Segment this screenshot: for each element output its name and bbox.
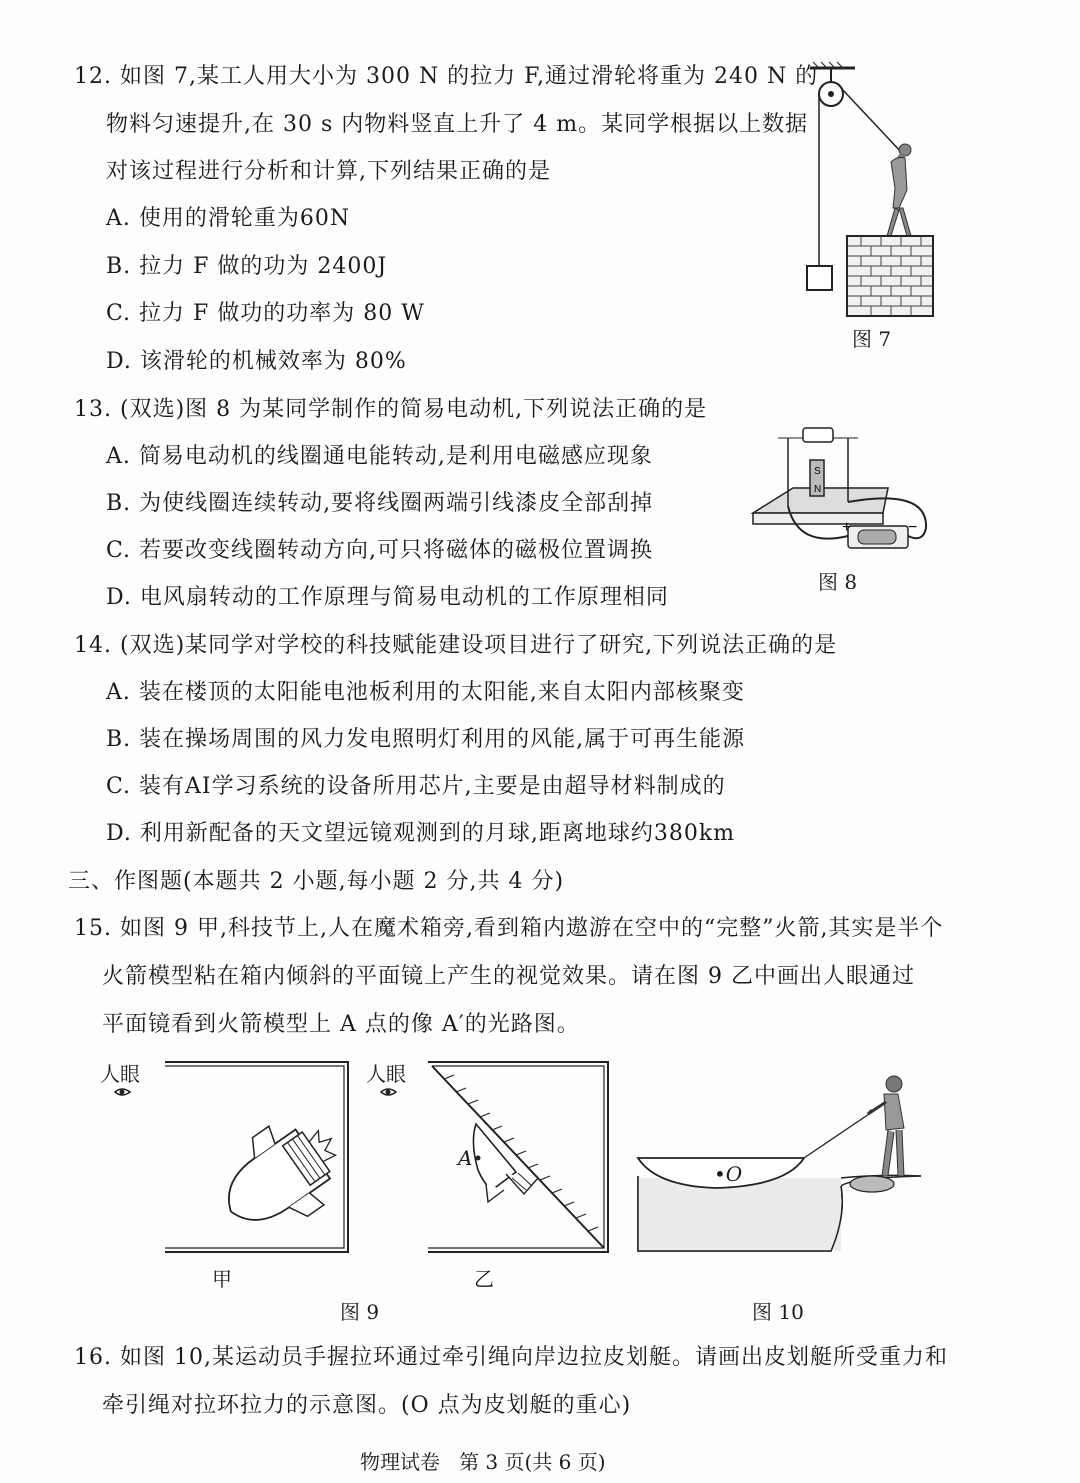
q15-line-2: 火箭模型粘在箱内倾斜的平面镜上产生的视觉效果。请在图 9 乙中画出人眼通过 bbox=[102, 964, 915, 989]
battery-minus-label: − bbox=[908, 519, 918, 536]
q13-option-a: A. 简易电动机的线圈通电能转动,是利用电磁感应现象 bbox=[106, 444, 653, 469]
label-jia: 甲 bbox=[212, 1267, 232, 1291]
figure-9-jia bbox=[100, 1062, 360, 1262]
point-o-label: •O bbox=[714, 1162, 743, 1186]
q13-stem: 13. (双选)图 8 为某同学制作的简易电动机,下列说法正确的是 bbox=[74, 397, 708, 422]
q14-option-b: B. 装在操场周围的风力发电照明灯利用的风能,属于可再生能源 bbox=[106, 727, 746, 752]
figure-10-kayak bbox=[636, 1066, 926, 1266]
label-yi: 乙 bbox=[474, 1267, 494, 1291]
eye-label-jia: 人眼 bbox=[100, 1062, 140, 1086]
q16-line-1: 16. 如图 10,某运动员手握拉环通过牵引绳向岸边拉皮划艇。请画出皮划艇所受重力和 bbox=[74, 1345, 948, 1370]
magnet-n-label: N bbox=[814, 484, 822, 495]
magnet-s-label: S bbox=[814, 466, 821, 477]
figure-7-caption: 图 7 bbox=[852, 327, 892, 351]
figure-10-caption: 图 10 bbox=[752, 1300, 804, 1324]
q12-option-a: A. 使用的滑轮重为60N bbox=[106, 206, 351, 231]
q12-line-3: 对该过程进行分析和计算,下列结果正确的是 bbox=[106, 159, 551, 184]
q15-line-3: 平面镜看到火箭模型上 A 点的像 A′的光路图。 bbox=[102, 1012, 580, 1037]
q12-line-1: 12. 如图 7,某工人用大小为 300 N 的拉力 F,通过滑轮将重为 240 N 的 bbox=[74, 64, 819, 89]
figure-7-pulley bbox=[795, 60, 945, 325]
q14-option-c: C. 装有AI学习系统的设备所用芯片,主要是由超导材料制成的 bbox=[106, 774, 726, 799]
q14-stem: 14. (双选)某同学对学校的科技赋能建设项目进行了研究,下列说法正确的是 bbox=[74, 633, 838, 658]
page-footer: 物理试卷 第 3 页(共 6 页) bbox=[360, 1450, 606, 1474]
point-a-label: A bbox=[458, 1146, 473, 1170]
figure-9-caption: 图 9 bbox=[340, 1300, 380, 1324]
q12-option-c: C. 拉力 F 做功的功率为 80 W bbox=[106, 301, 425, 326]
section-3-heading: 三、作图题(本题共 2 小题,每小题 2 分,共 4 分) bbox=[68, 869, 565, 894]
q13-option-c: C. 若要改变线圈转动方向,可只将磁体的磁极位置调换 bbox=[106, 538, 654, 563]
figure-9-yi bbox=[366, 1062, 616, 1262]
q15-line-1: 15. 如图 9 甲,科技节上,人在魔术箱旁,看到箱内遨游在空中的“完整”火箭,其实是半个 bbox=[74, 916, 944, 941]
q12-option-d: D. 该滑轮的机械效率为 80% bbox=[106, 349, 407, 374]
eye-label-yi: 人眼 bbox=[366, 1062, 406, 1086]
q12-line-2: 物料匀速提升,在 30 s 内物料竖直上升了 4 m。某同学根据以上数据 bbox=[106, 112, 809, 137]
q12-option-b: B. 拉力 F 做的功为 2400J bbox=[106, 254, 388, 279]
battery-plus-label: + bbox=[842, 519, 852, 536]
figure-8-simple-motor bbox=[748, 418, 938, 563]
q14-option-d: D. 利用新配备的天文望远镜观测到的月球,距离地球约380km bbox=[106, 821, 736, 846]
figure-8-caption: 图 8 bbox=[818, 570, 858, 594]
q13-option-b: B. 为使线圈连续转动,要将线圈两端引线漆皮全部刮掉 bbox=[106, 491, 654, 516]
q14-option-a: A. 装在楼顶的太阳能电池板利用的太阳能,来自太阳内部核聚变 bbox=[106, 680, 745, 705]
q16-line-2: 牵引绳对拉环拉力的示意图。(O 点为皮划艇的重心) bbox=[102, 1393, 632, 1418]
q13-option-d: D. 电风扇转动的工作原理与简易电动机的工作原理相同 bbox=[106, 585, 669, 610]
